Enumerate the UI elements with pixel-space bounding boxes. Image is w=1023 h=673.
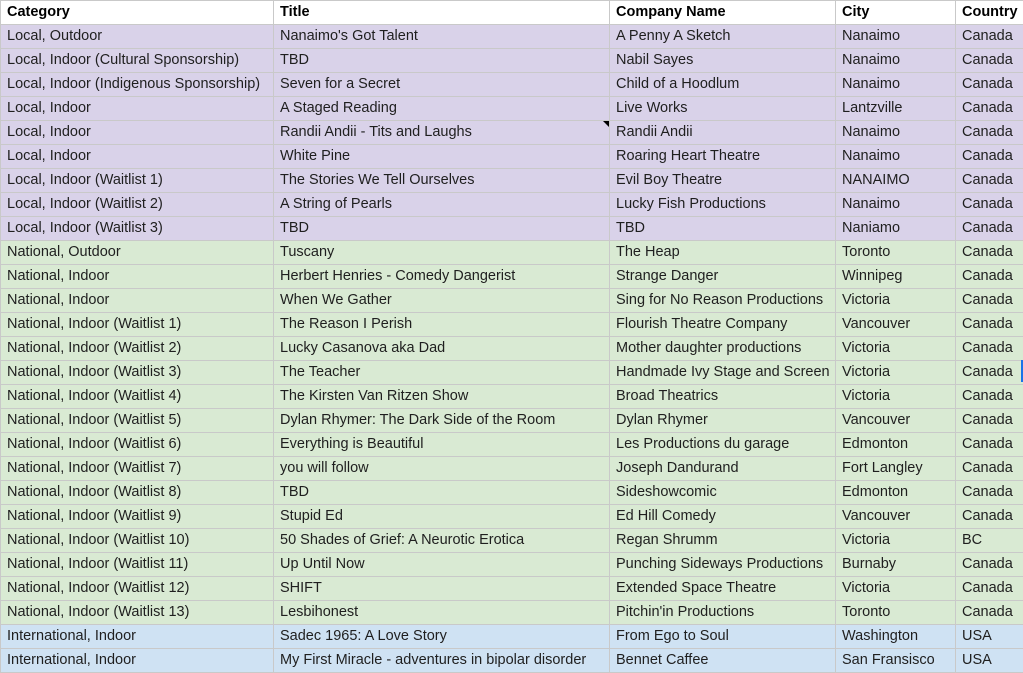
title-cell[interactable]: White Pine — [274, 145, 610, 169]
table-row — [1, 601, 1023, 625]
city-cell[interactable]: Edmonton — [836, 481, 956, 505]
table-row — [1, 553, 1023, 577]
category-cell[interactable]: Local, Indoor (Cultural Sponsorship) — [1, 49, 274, 73]
category-cell[interactable]: National, Indoor (Waitlist 12) — [1, 577, 274, 601]
table-row — [1, 145, 1023, 169]
country-cell[interactable]: Canada — [956, 577, 1023, 601]
title-cell[interactable]: TBD — [274, 49, 610, 73]
company-name-cell[interactable]: Dylan Rhymer — [610, 409, 836, 433]
category-cell[interactable]: National, Indoor (Waitlist 9) — [1, 505, 274, 529]
country-cell[interactable]: Canada — [956, 481, 1023, 505]
company-name-cell[interactable]: Bennet Caffee — [610, 649, 836, 673]
company-name-cell[interactable]: Lucky Fish Productions — [610, 193, 836, 217]
title-cell[interactable]: Lucky Casanova aka Dad — [274, 337, 610, 361]
title-cell[interactable]: The Kirsten Van Ritzen Show — [274, 385, 610, 409]
table-row — [1, 49, 1023, 73]
company-name-cell[interactable]: TBD — [610, 217, 836, 241]
table-row — [1, 193, 1023, 217]
category-cell[interactable]: National, Indoor — [1, 265, 274, 289]
company-name-cell[interactable]: Nabil Sayes — [610, 49, 836, 73]
country-cell[interactable]: Canada — [956, 25, 1023, 49]
country-cell[interactable]: Canada — [956, 49, 1023, 73]
city-cell[interactable]: Vancouver — [836, 313, 956, 337]
category-cell[interactable]: National, Indoor (Waitlist 7) — [1, 457, 274, 481]
company-name-cell[interactable]: Randii Andii — [610, 121, 836, 145]
company-name-cell[interactable]: Broad Theatrics — [610, 385, 836, 409]
table-row — [1, 529, 1023, 553]
table-body — [1, 25, 1023, 673]
category-cell[interactable]: National, Indoor (Waitlist 3) — [1, 361, 274, 385]
table-row — [1, 313, 1023, 337]
city-cell[interactable]: Nanaimo — [836, 121, 956, 145]
category-cell[interactable]: Local, Indoor (Waitlist 2) — [1, 193, 274, 217]
country-cell[interactable]: USA — [956, 649, 1023, 673]
table-row — [1, 577, 1023, 601]
city-cell[interactable]: Nanaimo — [836, 193, 956, 217]
title-cell[interactable]: The Stories We Tell Ourselves — [274, 169, 610, 193]
table-row — [1, 97, 1023, 121]
company-name-cell[interactable]: Child of a Hoodlum — [610, 73, 836, 97]
company-name-cell[interactable]: Handmade Ivy Stage and Screen — [610, 361, 836, 385]
table-row — [1, 25, 1023, 49]
company-name-cell[interactable]: Les Productions du garage — [610, 433, 836, 457]
category-cell[interactable]: International, Indoor — [1, 625, 274, 649]
city-cell[interactable]: Nanaimo — [836, 49, 956, 73]
category-cell[interactable]: National, Indoor (Waitlist 10) — [1, 529, 274, 553]
city-cell[interactable]: Washington — [836, 625, 956, 649]
title-cell[interactable]: Randii Andii - Tits and Laughs — [274, 121, 610, 145]
city-cell[interactable]: San Fransisco — [836, 649, 956, 673]
country-cell[interactable]: Canada — [956, 601, 1023, 625]
category-cell[interactable]: International, Indoor — [1, 649, 274, 673]
table-row — [1, 433, 1023, 457]
table-row — [1, 649, 1023, 673]
country-cell[interactable]: Canada — [956, 313, 1023, 337]
table-row — [1, 361, 1023, 385]
title-cell[interactable]: When We Gather — [274, 289, 610, 313]
company-name-cell[interactable]: Sideshowcomic — [610, 481, 836, 505]
city-cell[interactable]: Winnipeg — [836, 265, 956, 289]
country-cell[interactable]: Canada — [956, 97, 1023, 121]
table-row — [1, 217, 1023, 241]
category-cell[interactable]: Local, Outdoor — [1, 25, 274, 49]
category-cell[interactable]: National, Outdoor — [1, 241, 274, 265]
country-cell[interactable]: Canada — [956, 289, 1023, 313]
country-cell[interactable]: Canada — [956, 145, 1023, 169]
country-cell[interactable]: Canada — [956, 337, 1023, 361]
country-cell[interactable]: Canada — [956, 73, 1023, 97]
category-cell[interactable]: National, Indoor (Waitlist 1) — [1, 313, 274, 337]
country-cell[interactable]: Canada — [956, 505, 1023, 529]
company-name-cell[interactable]: From Ego to Soul — [610, 625, 836, 649]
city-cell[interactable]: Nanaimo — [836, 145, 956, 169]
title-cell[interactable]: A Staged Reading — [274, 97, 610, 121]
title-cell[interactable]: Stupid Ed — [274, 505, 610, 529]
country-cell[interactable]: Canada — [956, 193, 1023, 217]
company-name-cell[interactable]: Evil Boy Theatre — [610, 169, 836, 193]
country-cell[interactable]: Canada — [956, 385, 1023, 409]
city-cell[interactable]: Victoria — [836, 577, 956, 601]
country-cell[interactable]: Canada — [956, 217, 1023, 241]
table-row — [1, 121, 1023, 145]
country-cell[interactable]: Canada — [956, 409, 1023, 433]
title-cell[interactable]: Nanaimo's Got Talent — [274, 25, 610, 49]
table-row — [1, 337, 1023, 361]
country-cell[interactable]: Canada — [956, 457, 1023, 481]
category-cell[interactable]: National, Indoor (Waitlist 6) — [1, 433, 274, 457]
category-cell[interactable]: National, Indoor (Waitlist 11) — [1, 553, 274, 577]
category-cell[interactable]: Local, Indoor (Waitlist 3) — [1, 217, 274, 241]
header-row — [1, 1, 1023, 25]
category-cell[interactable]: National, Indoor (Waitlist 4) — [1, 385, 274, 409]
company-name-cell[interactable]: Joseph Dandurand — [610, 457, 836, 481]
city-cell[interactable]: Victoria — [836, 337, 956, 361]
table-row — [1, 385, 1023, 409]
title-cell[interactable]: Sadec 1965: A Love Story — [274, 625, 610, 649]
city-cell[interactable]: Nanaimo — [836, 73, 956, 97]
column-header-country[interactable]: Country — [956, 1, 1023, 25]
table-row — [1, 265, 1023, 289]
column-header-category[interactable]: Category — [1, 1, 274, 25]
title-cell[interactable]: Seven for a Secret — [274, 73, 610, 97]
company-name-cell[interactable]: Regan Shrumm — [610, 529, 836, 553]
title-cell[interactable]: you will follow — [274, 457, 610, 481]
table-row — [1, 241, 1023, 265]
country-cell[interactable]: Canada — [956, 169, 1023, 193]
category-cell[interactable]: National, Indoor — [1, 289, 274, 313]
country-cell[interactable]: Canada — [956, 361, 1023, 385]
title-cell[interactable]: Up Until Now — [274, 553, 610, 577]
title-cell[interactable]: Everything is Beautiful — [274, 433, 610, 457]
title-cell[interactable]: The Reason I Perish — [274, 313, 610, 337]
city-cell[interactable]: Vancouver — [836, 409, 956, 433]
company-name-cell[interactable]: Extended Space Theatre — [610, 577, 836, 601]
title-cell[interactable]: SHIFT — [274, 577, 610, 601]
city-cell[interactable]: Victoria — [836, 361, 956, 385]
table-row — [1, 169, 1023, 193]
table-row — [1, 505, 1023, 529]
category-cell[interactable]: National, Indoor (Waitlist 8) — [1, 481, 274, 505]
country-cell[interactable]: USA — [956, 625, 1023, 649]
city-cell[interactable]: NANAIMO — [836, 169, 956, 193]
city-cell[interactable]: Victoria — [836, 289, 956, 313]
city-cell[interactable]: Victoria — [836, 385, 956, 409]
category-cell[interactable]: National, Indoor (Waitlist 5) — [1, 409, 274, 433]
title-cell[interactable]: 50 Shades of Grief: A Neurotic Erotica — [274, 529, 610, 553]
column-header-city[interactable]: City — [836, 1, 956, 25]
city-cell[interactable]: Toronto — [836, 601, 956, 625]
company-name-cell[interactable]: Flourish Theatre Company — [610, 313, 836, 337]
column-header-title[interactable]: Title — [274, 1, 610, 25]
title-cell[interactable]: Lesbihonest — [274, 601, 610, 625]
category-cell[interactable]: Local, Indoor (Waitlist 1) — [1, 169, 274, 193]
company-name-cell[interactable]: Live Works — [610, 97, 836, 121]
city-cell[interactable]: Edmonton — [836, 433, 956, 457]
company-name-cell[interactable]: Punching Sideways Productions — [610, 553, 836, 577]
city-cell[interactable]: Naniamo — [836, 217, 956, 241]
company-name-cell[interactable]: A Penny A Sketch — [610, 25, 836, 49]
category-cell[interactable]: Local, Indoor — [1, 121, 274, 145]
company-name-cell[interactable]: Strange Danger — [610, 265, 836, 289]
country-cell[interactable]: Canada — [956, 433, 1023, 457]
city-cell[interactable]: Victoria — [836, 529, 956, 553]
country-cell[interactable]: Canada — [956, 121, 1023, 145]
city-cell[interactable]: Burnaby — [836, 553, 956, 577]
category-cell[interactable]: Local, Indoor — [1, 97, 274, 121]
table-row — [1, 73, 1023, 97]
city-cell[interactable]: Lantzville — [836, 97, 956, 121]
company-name-cell[interactable]: Sing for No Reason Productions — [610, 289, 836, 313]
city-cell[interactable]: Fort Langley — [836, 457, 956, 481]
title-cell[interactable]: Dylan Rhymer: The Dark Side of the Room — [274, 409, 610, 433]
company-name-cell[interactable]: Roaring Heart Theatre — [610, 145, 836, 169]
table-row — [1, 457, 1023, 481]
category-cell[interactable]: Local, Indoor — [1, 145, 274, 169]
company-name-cell[interactable]: Ed Hill Comedy — [610, 505, 836, 529]
category-cell[interactable]: National, Indoor (Waitlist 2) — [1, 337, 274, 361]
city-cell[interactable]: Nanaimo — [836, 25, 956, 49]
title-cell[interactable]: Herbert Henries - Comedy Dangerist — [274, 265, 610, 289]
country-cell[interactable]: Canada — [956, 265, 1023, 289]
company-name-cell[interactable]: Pitchin'in Productions — [610, 601, 836, 625]
title-cell[interactable]: The Teacher — [274, 361, 610, 385]
column-header-company-name[interactable]: Company Name — [610, 1, 836, 25]
company-name-cell[interactable]: Mother daughter productions — [610, 337, 836, 361]
city-cell[interactable]: Vancouver — [836, 505, 956, 529]
table-row — [1, 481, 1023, 505]
country-cell[interactable]: BC — [956, 529, 1023, 553]
category-cell[interactable]: National, Indoor (Waitlist 13) — [1, 601, 274, 625]
country-cell[interactable]: Canada — [956, 241, 1023, 265]
company-name-cell[interactable]: The Heap — [610, 241, 836, 265]
table-row — [1, 289, 1023, 313]
title-cell[interactable]: My First Miracle - adventures in bipolar disorder — [274, 649, 610, 673]
title-cell[interactable]: Tuscany — [274, 241, 610, 265]
title-cell[interactable]: TBD — [274, 481, 610, 505]
country-cell[interactable]: Canada — [956, 553, 1023, 577]
table-row — [1, 409, 1023, 433]
table-row — [1, 625, 1023, 649]
category-cell[interactable]: Local, Indoor (Indigenous Sponsorship) — [1, 73, 274, 97]
title-cell[interactable]: TBD — [274, 217, 610, 241]
city-cell[interactable]: Toronto — [836, 241, 956, 265]
title-cell[interactable]: A String of Pearls — [274, 193, 610, 217]
